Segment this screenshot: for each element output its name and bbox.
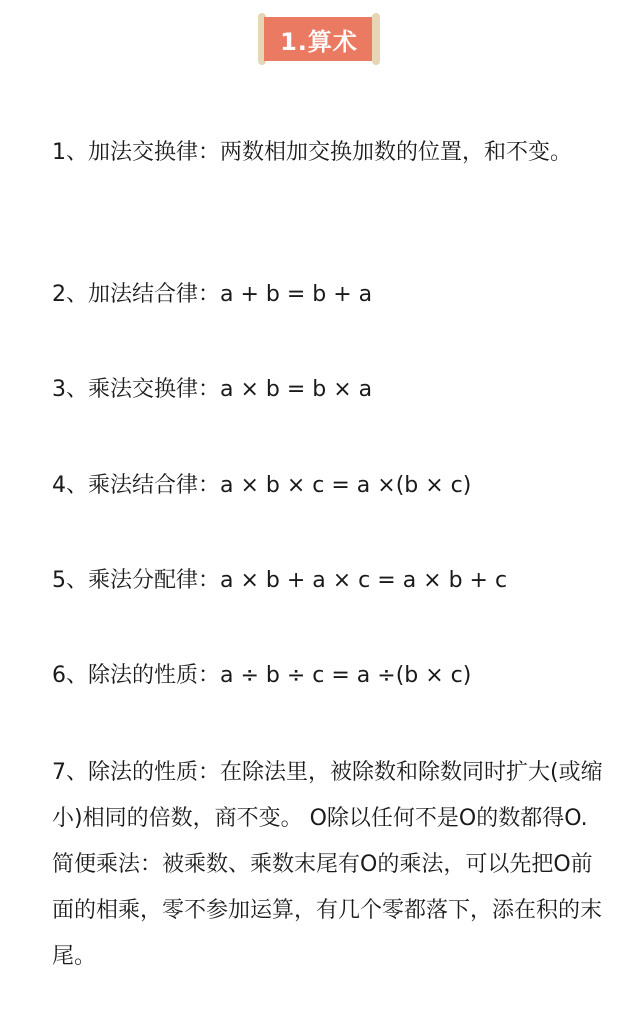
section-title: 1.算术 bbox=[280, 27, 358, 56]
banner-body bbox=[264, 17, 374, 61]
scroll-rod-right bbox=[372, 13, 380, 65]
title-banner bbox=[258, 13, 380, 65]
rule-2: 2、加法结合律：a + b = b + a bbox=[52, 282, 373, 307]
rule-1: 1、加法交换律：两数相加交换加数的位置，和不变。 bbox=[52, 140, 572, 165]
rule-6: 6、除法的性质：a ÷ b ÷ c = a ÷(b × c) bbox=[52, 663, 472, 688]
rule-5: 5、乘法分配律：a × b + a × c = a × b + c bbox=[52, 568, 508, 593]
rule-3: 3、乘法交换律：a × b = b × a bbox=[52, 377, 373, 402]
rule-4: 4、乘法结合律：a × b × c = a ×(b × c) bbox=[52, 473, 472, 498]
rule-7: 7、除法的性质：在除法里，被除数和除数同时扩大(或缩小)相同的倍数，商不变。 O除以任何不是O的数都得O. 简便乘法：被乘数、乘数末尾有O的乘法，可以先把O前面的相乘，零不参加运算，有几个零都落下，添在积的末尾。 bbox=[52, 760, 603, 969]
